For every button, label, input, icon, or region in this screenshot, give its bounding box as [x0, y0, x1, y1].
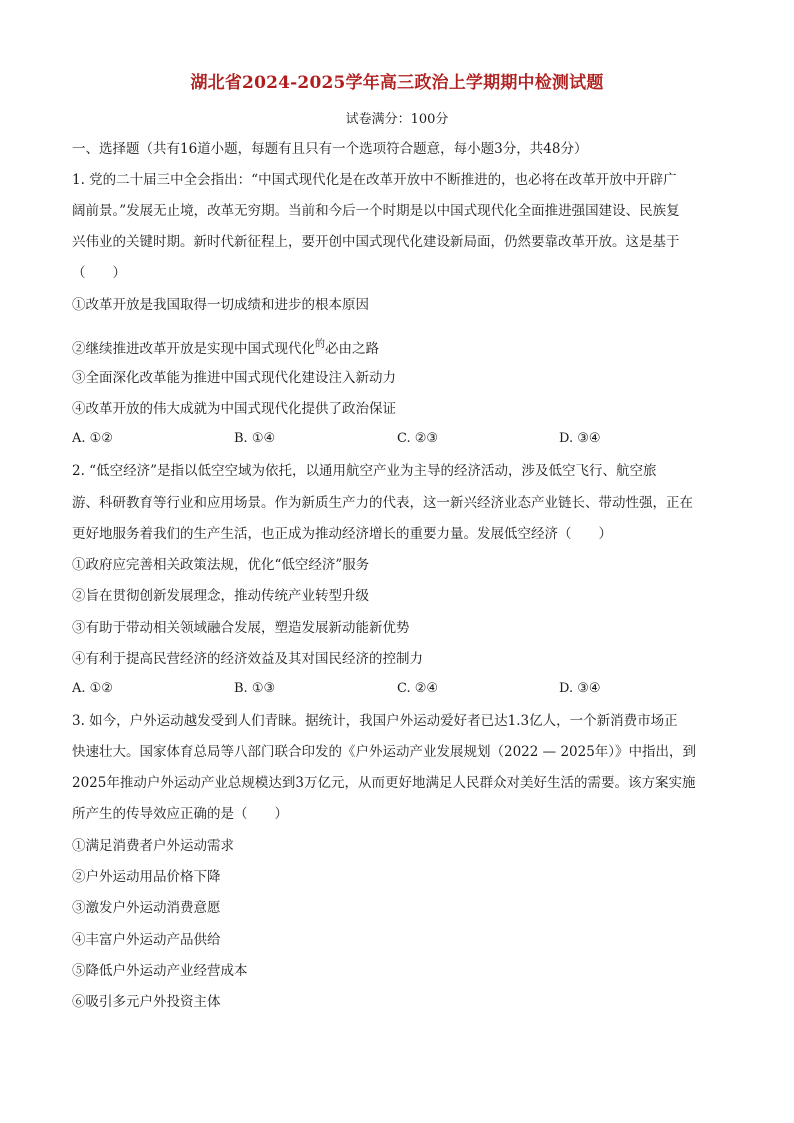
q1-option-d[interactable]: D. ③④	[559, 431, 601, 446]
q1-option-c[interactable]: C. ②③	[397, 431, 439, 446]
q1-stem-line: 1. 党的二十届三中全会指出：“中国式现代化是在改革开放中不断推进的，也必将在改革开放中开辟广	[72, 172, 677, 188]
q1-option-b[interactable]: B. ①④	[234, 431, 276, 446]
q3-item-3: ③激发户外运动消费意愿	[72, 900, 221, 916]
q1-item-2-tail: 必由之路	[325, 341, 379, 357]
q2-option-a[interactable]: A. ①②	[72, 681, 113, 696]
q3-stem-line: 2025年推动户外运动产业总规模达到3万亿元，从而更好地满足人民群众对美好生活的需要。该方案实施	[72, 775, 696, 791]
q1-item-2-text: ②继续推进改革开放是实现中国式现代化	[72, 341, 315, 357]
q1-item-1: ①改革开放是我国取得一切成绩和进步的根本原因	[72, 297, 369, 313]
q2-item-2: ②旨在贯彻创新发展理念，推动传统产业转型升级	[72, 588, 369, 604]
q2-stem-line: 更好地服务着我们的生产生活，也正成为推动经济增长的重要力量。发展低空经济（ ）	[72, 526, 612, 542]
q1-stem-line: 兴伟业的关键时期。新时代新征程上，要开创中国式现代化建设新局面，仍然要靠改革开放。这是基于	[72, 234, 680, 250]
q1-stem-line: （ ）	[72, 265, 126, 281]
q1-stem-line: 阔前景。”发展无止境，改革无穷期。当前和今后一个时期是以中国式现代化全面推进强国建设、民族复	[72, 203, 680, 219]
q2-stem-line: 游、科研教育等行业和应用场景。作为新质生产力的代表，这一新兴经济业态产业链长、带动性强，正在	[72, 495, 693, 511]
q1-item-4: ④改革开放的伟大成就为中国式现代化提供了政治保证	[72, 401, 396, 417]
q2-option-d[interactable]: D. ③④	[559, 681, 601, 696]
q2-item-3: ③有助于带动相关领域融合发展，塑造发展新动能新优势	[72, 620, 410, 636]
q2-options	[72, 681, 732, 699]
q3-item-5: ⑤降低户外运动产业经营成本	[72, 963, 248, 979]
q2-option-c[interactable]: C. ②④	[397, 681, 439, 696]
q2-item-1: ①政府应完善相关政策法规，优化“低空经济”服务	[72, 557, 370, 573]
page-title: 湖北省2024-2025学年高三政治上学期期中检测试题	[190, 73, 604, 93]
q3-stem-line: 所产生的传导效应正确的是（ ）	[72, 806, 288, 822]
q1-item-2-sup: 的	[315, 339, 325, 350]
q3-item-6: ⑥吸引多元户外投资主体	[72, 994, 221, 1010]
q1-option-a[interactable]: A. ①②	[72, 431, 113, 446]
q3-item-2: ②户外运动用品价格下降	[72, 869, 221, 885]
q1-item-2	[72, 336, 732, 358]
q3-item-4: ④丰富户外运动产品供给	[72, 932, 221, 948]
full-score: 试卷满分：100分	[345, 112, 449, 127]
q3-stem-line: 快速壮大。国家体育总局等八部门联合印发的《户外运动产业发展规划（2022 — 2025年）》中指出，到	[72, 744, 697, 760]
q2-option-b[interactable]: B. ①③	[234, 681, 276, 696]
q1-item-3: ③全面深化改革能为推进中国式现代化建设注入新动力	[72, 370, 396, 386]
q3-item-1: ①满足消费者户外运动需求	[72, 838, 234, 854]
section-heading: 一、选择题（共有16道小题，每题有且只有一个选项符合题意，每小题3分，共48分）	[72, 141, 588, 157]
q1-options	[72, 431, 732, 449]
q2-item-4: ④有利于提高民营经济的经济效益及其对国民经济的控制力	[72, 651, 423, 667]
q2-stem-line: 2. “低空经济”是指以低空空域为依托，以通用航空产业为主导的经济活动，涉及低空飞行、航空旅	[72, 463, 657, 479]
q3-stem-line: 3. 如今，户外运动越发受到人们青睐。据统计，我国户外运动爱好者已达1.3亿人，一个新消费市场正	[72, 713, 678, 729]
